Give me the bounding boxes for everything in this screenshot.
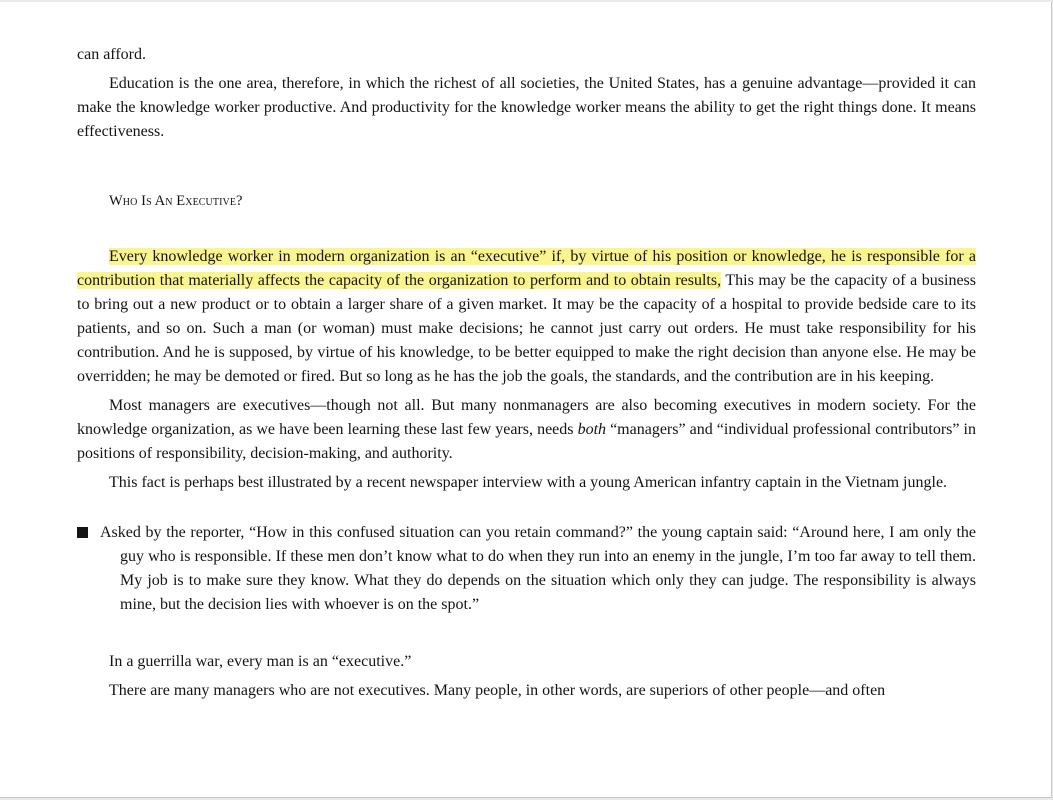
paragraph-managers xyxy=(77,394,976,466)
paragraph-education: Education is the one area, therefore, in which the richest of all societies, the United States, has a genuine advantage—provided it can make the knowledge worker productive. And productivity for the knowledge worker means the ability to get the right things done. It means effectiveness. xyxy=(77,75,976,140)
paragraph-many-managers: There are many managers who are not executives. Many people, in other words, are superiors of other people—and often xyxy=(109,682,886,699)
paragraph-continuation: can afford. xyxy=(77,46,146,63)
paragraph-guerrilla: In a guerrilla war, every man is an “executive.” xyxy=(109,653,412,670)
section-heading: Who Is An Executive? xyxy=(109,193,243,209)
paragraph-managers-end: “managers” and “individual professional contributors” in positions of responsibility, decision-making, and authority. xyxy=(77,421,976,462)
emphasis-both: both xyxy=(577,421,607,438)
paragraph-managers-start: Most managers are executives—though not all. But many nonmanagers are also becoming executives in modern society. For the knowledge organization, as we have been learning these last few years, needs xyxy=(77,397,976,438)
paragraph-executive[interactable] xyxy=(77,245,976,389)
document-body xyxy=(77,43,976,703)
paragraph-fact: This fact is perhaps best illustrated by a recent newspaper interview with a young American infantry captain in the Vietnam jungle. xyxy=(109,474,948,491)
paragraph-executive-rest: This may be the capacity of a business to bring out a new product or to obtain a larger share of a given market. It may be the capacity of a hospital to provide bedside care to its patients, and so on. Such a man (or woman) must make decisions; he cannot just carry out orders. He must take responsibility for his contribution. And he is supposed, by virtue of his knowledge, to be better equipped to make the right decision than anyone else. He may be overridden; he may be demoted or fired. But so long as he has the job the goals, the standards, and the contribution are in his keeping. xyxy=(77,272,976,385)
highlighted-text[interactable]: Every knowledge worker in modern organization is an “executive” if, by virtue of his position or knowledge, he is responsible for a contribution that materially affects the capacity of the organization to perform and to obtain results, xyxy=(77,248,976,289)
square-bullet-icon xyxy=(77,527,88,538)
bullet-quote-text: Asked by the reporter, “How in this confused situation can you retain command?” the young captain said: “Around here, I am only the guy who is responsible. If these men don’t know what to do when they run into an enemy in the jungle, I’m too far away to tell them. My job is to make sure they know. What they do depends on the situation which only they can judge. The responsibility is always mine, but the decision lies with whoever is on the spot.” xyxy=(100,524,976,613)
bullet-quote-block xyxy=(77,521,976,617)
document-page xyxy=(0,2,1052,798)
